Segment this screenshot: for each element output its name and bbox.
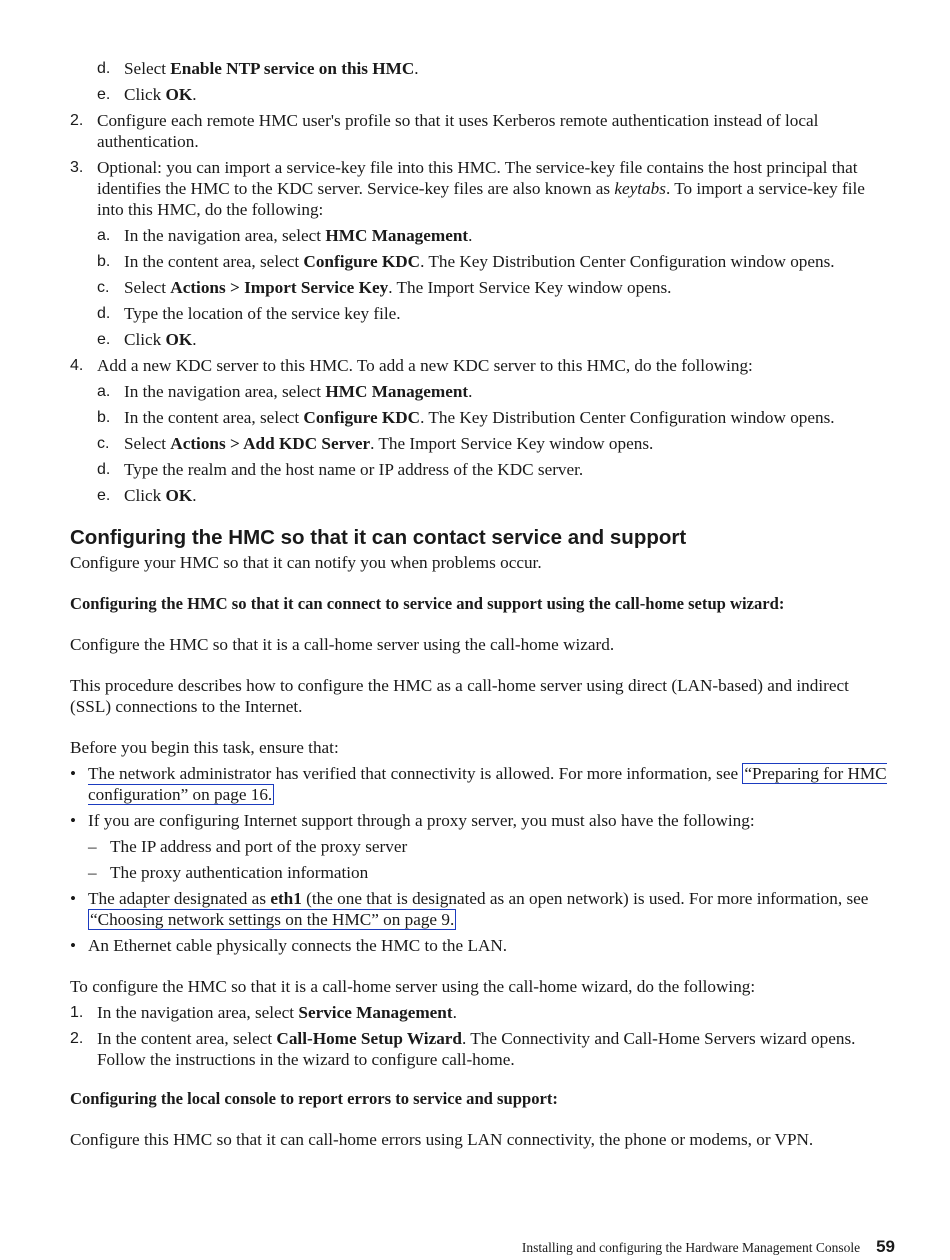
paragraph: To configure the HMC so that it is a call-home server using the call-home wizard, do the following: (70, 977, 756, 996)
step-text: . The Key Distribution Center Configuration window opens. (420, 252, 835, 271)
list-item (70, 58, 890, 79)
dash-icon: – (88, 837, 97, 856)
list-item (70, 485, 890, 506)
step-text: . (192, 85, 197, 104)
step-text: Add a new KDC server to this HMC. To add a new KDC server to this HMC, do the following: (97, 356, 753, 375)
step-text: . (452, 1003, 457, 1022)
step-text: Select (124, 434, 171, 453)
step-text: Type the location of the service key file. (124, 304, 401, 323)
step-bold: OK (165, 486, 193, 505)
step-number: 2. (70, 1030, 84, 1047)
step-bold: Configure KDC (303, 408, 421, 427)
step-bold: OK (165, 85, 193, 104)
subsection-heading: Configuring the HMC so that it can connect to service and support using the call-home setup wizard: (70, 594, 785, 613)
step-text: . (192, 486, 197, 505)
list-item (70, 329, 890, 350)
list-item (70, 433, 890, 454)
bullet-bold: eth1 (270, 889, 302, 908)
step-text: In the content area, select (124, 252, 304, 271)
bullet-item (70, 763, 890, 805)
step-text: Type the realm and the host name or IP address of the KDC server. (124, 460, 584, 479)
bullet-text: An Ethernet cable physically connects the HMC to the LAN. (88, 936, 508, 955)
bullet-item (70, 935, 890, 956)
step-bold: OK (165, 330, 193, 349)
list-item (70, 407, 890, 428)
step-bold: HMC Management (325, 382, 469, 401)
step-bold: Configure KDC (303, 252, 421, 271)
list-item (70, 381, 890, 402)
dash-icon: – (88, 863, 97, 882)
bullet-item (70, 888, 890, 930)
step-text: Optional: you can import a service-key file into this HMC. The service-key file contains the host principal that identifies the HMC to the KDC server. Service-key files are also known as (97, 158, 858, 198)
bullet-icon: • (70, 764, 77, 783)
list-item (70, 84, 890, 105)
step-bold: Actions > Import Service Key (170, 278, 389, 297)
step-label: a. (97, 227, 111, 244)
step-number: 1. (70, 1004, 84, 1021)
dash-text: The IP address and port of the proxy server (110, 837, 408, 856)
step-text: In the navigation area, select (124, 382, 326, 401)
preparing-hmc-configuration-link[interactable]: “Preparing for HMC configuration” on page 16. (88, 764, 887, 804)
step-text: In the content area, select (124, 408, 304, 427)
paragraph: Configure the HMC so that it is a call-home server using the call-home wizard. (70, 635, 615, 654)
step-label: c. (97, 279, 110, 296)
step-label: b. (97, 409, 111, 426)
page-number: 59 (876, 1237, 895, 1256)
paragraph: This procedure describes how to configure the HMC as a call-home server using direct (LAN-based) and indirect (SSL) connections to the Internet. (70, 676, 849, 716)
list-item (70, 225, 890, 246)
step-text: . The Import Service Key window opens. (370, 434, 654, 453)
section-intro: Configure your HMC so that it can notify you when problems occur. (70, 553, 542, 572)
step-text: . The Connectivity and Call-Home Servers wizard opens. Follow the instructions in the wizard to configure call-home. (97, 1029, 856, 1069)
step-text: . The Key Distribution Center Configuration window opens. (420, 408, 835, 427)
bullet-icon: • (70, 811, 77, 830)
step-text: In the navigation area, select (97, 1003, 299, 1022)
section-heading: Configuring the HMC so that it can contact service and support (70, 526, 687, 549)
step-bold: Actions > Add KDC Server (170, 434, 371, 453)
list-item (70, 355, 890, 376)
step-label: a. (97, 383, 111, 400)
document-page (70, 58, 890, 1170)
list-item (70, 459, 890, 480)
step-text: Select (124, 59, 171, 78)
choosing-network-settings-link[interactable]: “Choosing network settings on the HMC” on page 9. (90, 910, 455, 929)
subsection-heading: Configuring the local console to report errors to service and support: (70, 1089, 558, 1108)
step-text: . To import a service-key file into this HMC, do the following: (97, 179, 865, 219)
bullet-icon: • (70, 889, 77, 908)
step-text: Select (124, 278, 171, 297)
dash-text: The proxy authentication information (110, 863, 369, 882)
step-bold: Enable NTP service on this HMC (170, 59, 415, 78)
step-label: b. (97, 253, 111, 270)
bullet-item (70, 810, 890, 831)
step-text: In the content area, select (97, 1029, 277, 1048)
dash-item (70, 862, 890, 883)
step-label: e. (97, 331, 111, 348)
list-item (70, 303, 890, 324)
step-label: d. (97, 461, 111, 478)
step-label: e. (97, 86, 111, 103)
list-item (70, 157, 890, 220)
step-text: . The Import Service Key window opens. (388, 278, 672, 297)
list-item (70, 277, 890, 298)
bullet-text: The network administrator has verified that connectivity is allowed. For more information, see (88, 764, 743, 783)
step-number: 4. (70, 357, 84, 374)
step-label: e. (97, 487, 111, 504)
step-italic: keytabs (614, 179, 666, 198)
step-text: . (414, 59, 419, 78)
step-text: Click (124, 486, 166, 505)
bullet-text: (the one that is designated as an open network) is used. For more information, see (301, 889, 869, 908)
step-text: . (192, 330, 197, 349)
step-number: 2. (70, 112, 84, 129)
list-item (70, 1002, 890, 1023)
step-label: c. (97, 435, 110, 452)
paragraph: Configure this HMC so that it can call-home errors using LAN connectivity, the phone or modems, or VPN. (70, 1130, 814, 1149)
step-number: 3. (70, 159, 84, 176)
footer-title: Installing and configuring the Hardware Management Console (521, 1240, 861, 1255)
step-bold: Call-Home Setup Wizard (276, 1029, 462, 1048)
step-text: Configure each remote HMC user's profile so that it uses Kerberos remote authentication instead of local authentication. (97, 111, 819, 151)
step-text: Click (124, 330, 166, 349)
paragraph: Before you begin this task, ensure that: (70, 738, 339, 757)
dash-item (70, 836, 890, 857)
step-label: d. (97, 60, 111, 77)
list-item (70, 110, 890, 152)
step-text: Click (124, 85, 166, 104)
page-footer (522, 1236, 895, 1258)
bullet-text: If you are configuring Internet support through a proxy server, you must also have the following: (88, 811, 755, 830)
step-bold: HMC Management (325, 226, 469, 245)
bullet-icon: • (70, 936, 77, 955)
step-text: In the navigation area, select (124, 226, 326, 245)
list-item (70, 1028, 890, 1070)
step-text: . (468, 382, 473, 401)
step-label: d. (97, 305, 111, 322)
step-text: . (468, 226, 473, 245)
list-item (70, 251, 890, 272)
step-bold: Service Management (298, 1003, 453, 1022)
bullet-text: The adapter designated as (88, 889, 271, 908)
